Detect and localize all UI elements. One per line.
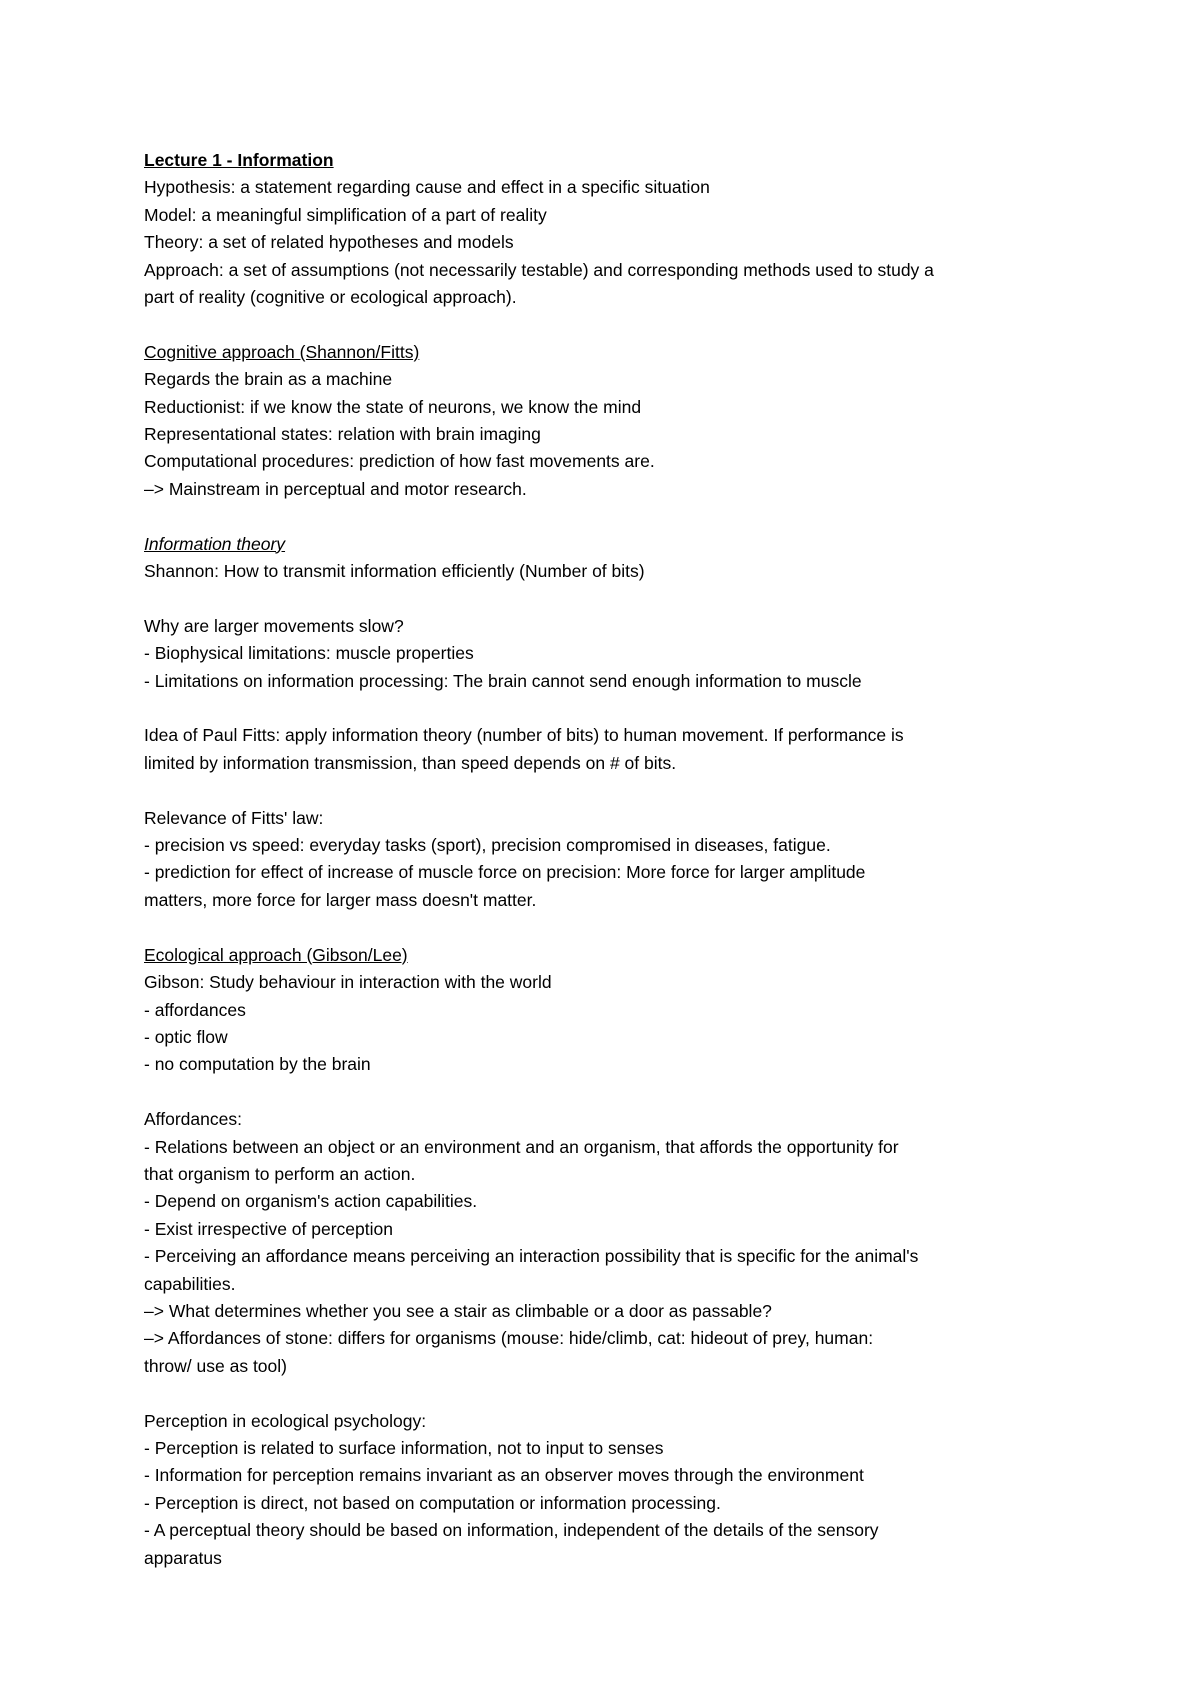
fitts-idea-line: limited by information transmission, than speed depends on # of bits. [144,752,677,773]
cognitive-line: Reductionist: if we know the state of neurons, we know the mind [144,396,642,417]
ecological-line: - affordances [144,999,246,1020]
cognitive-line: Computational procedures: prediction of how fast movements are. [144,451,655,472]
perception-line: apparatus [144,1547,222,1568]
definition-hypothesis: Hypothesis: a statement regarding cause and effect in a specific situation [144,177,710,198]
cognitive-line: Representational states: relation with brain imaging [144,424,541,445]
perception-line: - Perception is related to surface information, not to input to senses [144,1437,664,1458]
definition-model: Model: a meaningful simplification of a part of reality [144,204,547,225]
affordances-line: - Relations between an object or an environment and an organism, that affords the opportunity for [144,1136,899,1157]
perception-line: - Perception is direct, not based on computation or information processing. [144,1492,721,1513]
affordances-line: - Exist irrespective of perception [144,1218,393,1239]
definition-theory: Theory: a set of related hypotheses and models [144,232,514,253]
ecological-line: - optic flow [144,1026,228,1047]
affordances-line: that organism to perform an action. [144,1163,416,1184]
affordances-line: - Perceiving an affordance means perceiving an interaction possibility that is specific for the animal's [144,1246,919,1267]
spacer [144,503,1074,530]
definition-approach: Approach: a set of assumptions (not necessarily testable) and corresponding methods used to study a [144,259,934,280]
spacer [144,311,1074,338]
affordances-line: –> Affordances of stone: differs for organisms (mouse: hide/climb, cat: hideout of prey, human: [144,1328,874,1349]
cognitive-heading: Cognitive approach (Shannon/Fitts) [144,341,420,362]
spacer [144,777,1074,804]
perception-line: Perception in ecological psychology: [144,1410,427,1431]
why-line: - Biophysical limitations: muscle properties [144,643,474,664]
lecture-title: Lecture 1 - Information [144,150,334,170]
spacer [144,585,1074,612]
perception-line: - Information for perception remains invariant as an observer moves through the environment [144,1465,864,1486]
spacer [144,914,1074,941]
spacer [144,1380,1074,1407]
why-line: Why are larger movements slow? [144,615,404,636]
definition-approach-cont: part of reality (cognitive or ecological approach). [144,287,517,308]
affordances-line: capabilities. [144,1273,236,1294]
ecological-line: - no computation by the brain [144,1054,371,1075]
relevance-line: - prediction for effect of increase of muscle force on precision: More force for larger amplitude [144,862,866,883]
relevance-line: Relevance of Fitts' law: [144,807,324,828]
perception-line: - A perceptual theory should be based on information, independent of the details of the sensory [144,1520,879,1541]
spacer [144,695,1074,722]
shannon-line: Shannon: How to transmit information efficiently (Number of bits) [144,561,645,582]
info-theory-heading: Information theory [144,533,286,554]
affordances-line: –> What determines whether you see a stair as climbable or a door as passable? [144,1300,772,1321]
affordances-line: - Depend on organism's action capabilities. [144,1191,478,1212]
cognitive-line: Regards the brain as a machine [144,369,393,390]
fitts-idea-line: Idea of Paul Fitts: apply information theory (number of bits) to human movement. If performance is [144,725,904,746]
affordances-line: Affordances: [144,1109,242,1130]
ecological-line: Gibson: Study behaviour in interaction with the world [144,972,552,993]
document-body [144,147,1074,1572]
why-line: - Limitations on information processing: The brain cannot send enough information to muscle [144,670,862,691]
cognitive-line: –> Mainstream in perceptual and motor research. [144,478,527,499]
relevance-line: - precision vs speed: everyday tasks (sport), precision compromised in diseases, fatigue. [144,835,831,856]
spacer [144,1079,1074,1106]
relevance-line: matters, more force for larger mass doesn't matter. [144,889,537,910]
ecological-heading: Ecological approach (Gibson/Lee) [144,944,408,965]
affordances-line: throw/ use as tool) [144,1355,287,1376]
